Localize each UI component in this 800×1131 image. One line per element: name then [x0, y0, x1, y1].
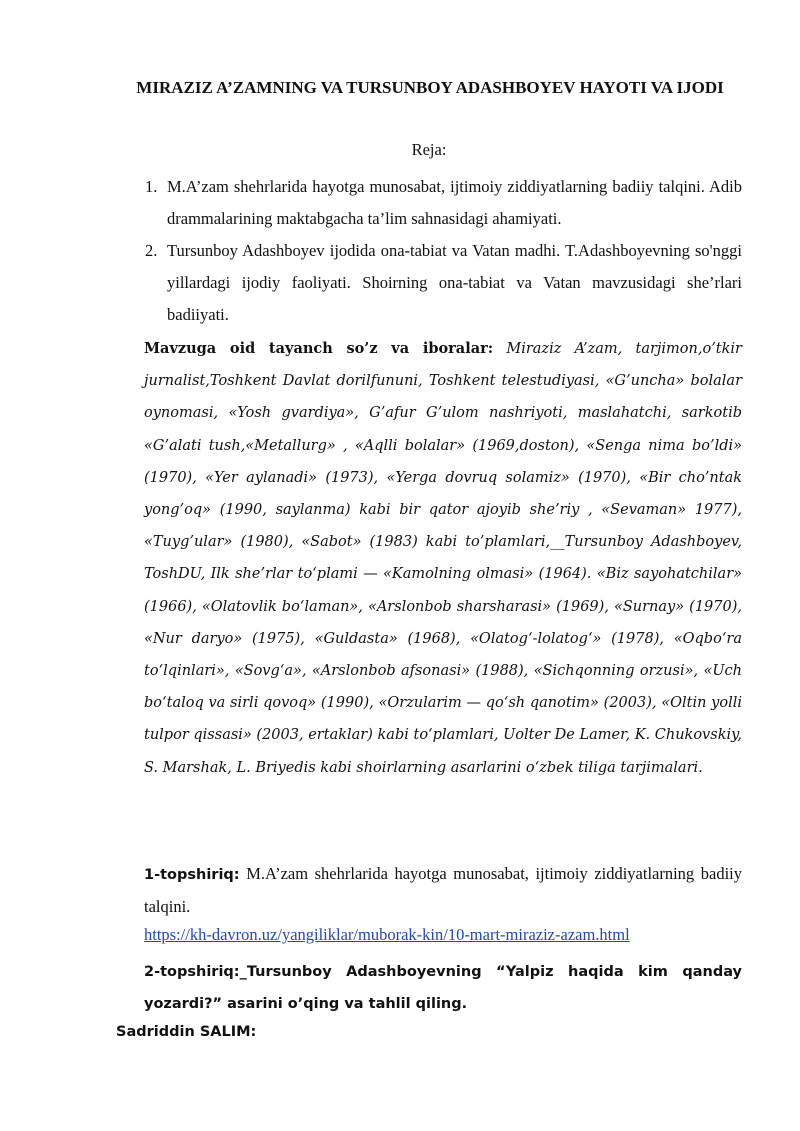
- plan-item-number: 2.: [145, 241, 158, 260]
- plan-list: [145, 171, 742, 331]
- plan-item: [145, 171, 742, 235]
- keywords-text: Miraziz A’zam, tarjimon,o’tkir jurnalist,Toshkent Davlat dorilfununi, Toshkent telestudiyasi, «G’uncha» bolalar oynomasi, «Yosh gvardiya», G’afur G’ulom nashriyoti, maslahatchi, sarkotib «G’alati tush,«Metallurg» , «Aqlli bolalar» (1969,doston), «Senga nima bo’ldi» (1970), «Yer aylanadi» (1973), «Yerga dovruq solamiz» (1970), «Bir cho’ntak yong’oq» (1990, saylanma) kabi bir qator ajoyib she’riy , «Sevaman» 1977), «Tuyg’ular» (1980), «Sabot» (1983) kabi to’plamlari,__Tursunboy Adashboyev, ToshDU, Ilk she’rlar to‘plami — «Kamolning olmasi» (1964). «Biz sayohatchilar» (1966), «Olatovlik bo‘laman», «Arslonbob sharsharasi» (1969), «Surnay» (1970), «Nur daryo» (1975), «Guldasta» (1968), «Olatog‘-lolatog‘» (1978), «Oqbo‘ra to‘lqinlari», «Sovg‘a», «Arslonbob afsonasi» (1988), «Sichqonning orzusi», «Uch bo‘taloq va sirli qovoq» (1990), «Orzularim — qo‘sh qanotim» (2003), «Oltin yolli tulpor qissasi» (2003, ertaklar) kabi to‘plamlari, Uolter De Lamer, K. Chukovskiy, S. Marshak, L. Briyedis kabi shoirlarning asarlarini o‘zbek tiliga tarjimalari.: [144, 341, 742, 776]
- keywords-label: Mavzuga oid tayanch so’z va iboralar:: [144, 340, 494, 357]
- keywords-paragraph: [144, 333, 742, 784]
- task-1: [144, 858, 742, 923]
- document-title: MIRAZIZ A’ZAMNING VA TURSUNBOY ADASHBOYEV HAYOTI VA IJODI: [136, 78, 724, 97]
- author-name: Sadriddin SALIM:: [116, 1024, 257, 1040]
- plan-item: [145, 235, 742, 331]
- plan-heading: Reja:: [411, 140, 447, 159]
- plan-item-text: Tursunboy Adashboyev ijodida ona-tabiat va Vatan madhi. T.Adashboyevning so'nggi yillardagi ijodiy faoliyati. Shoirning ona-tabiat va Vatan mavzusidagi she’rlari badiiyati.: [167, 241, 742, 324]
- task-1-text: M.A’zam shehrlarida hayotga munosabat, ijtimoiy ziddiyatlarning badiiy talqini.: [144, 864, 743, 916]
- plan-item-number: 1.: [145, 177, 158, 196]
- task-1-link[interactable]: https://kh-davron.uz/yangiliklar/muborak-kin/10-mart-miraziz-azam.html: [144, 925, 630, 944]
- task-1-label: 1-topshiriq:: [144, 867, 240, 883]
- plan-item-text: M.A’zam shehrlarida hayotga munosabat, ijtimoiy ziddiyatlarning badiiy talqini. Adib drammalarining maktabgacha ta’lim sahnasidagi ahamiyati.: [167, 177, 742, 228]
- task-2: 2-topshiriq:_Tursunboy Adashboyevning “Yalpiz haqida kim qanday yozardi?” asarini o’qing va tahlil qiling.: [144, 964, 742, 1012]
